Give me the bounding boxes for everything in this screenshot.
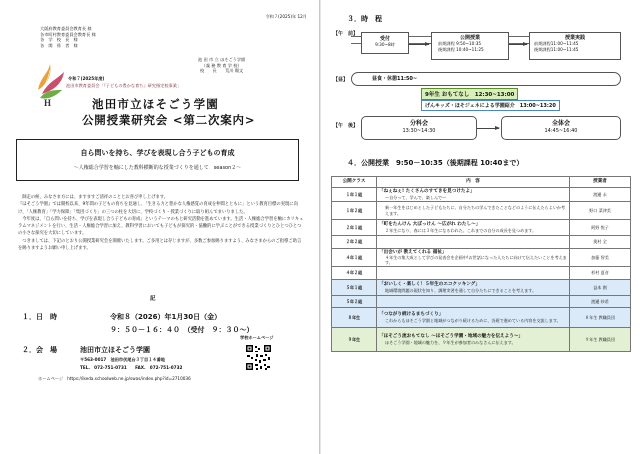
- theme-box: [16, 139, 299, 181]
- reception-box: [361, 32, 409, 54]
- issue-date: 令和７(2025)年 12月: [265, 14, 307, 19]
- lunch-box: [351, 72, 621, 86]
- zentai-time: 14:45~16:40: [544, 127, 578, 134]
- table-row: [332, 267, 631, 280]
- body-paragraph: 『ほそごう学園』では開校以来、9年間の子どもの育ちを見通し、「生きる力と豊かな人権感覚の育成を仲間とともに」という教育目標の実現に向け、「人権教育」「学力保障」「集団づくり」の三つの柱を大切に、学校づくり・授業づくりに取り組んでまいりました。: [18, 202, 298, 215]
- class-name-cell: ５年１組: [332, 280, 377, 296]
- lesson-title: 「ねぇねぇ! たくさんのすてきを見つけたよ」: [379, 189, 475, 195]
- reception-time: 9:30~8時: [375, 42, 395, 48]
- lesson-title: 「町をたんけん 大ぼっけん ～広がれ わたし～」: [379, 222, 481, 228]
- datetime-label: １．日 時: [22, 313, 57, 321]
- lesson-description: ほそごう学園・地域の魅力を、９年生が参加者のみなさんに伝えます。: [385, 339, 516, 345]
- recipient: 各 関 係 者 様: [40, 42, 78, 48]
- page-title: 池田市立ほそごう学園: [92, 97, 219, 111]
- lesson-title: 「つながり続けるまちづくり」: [379, 312, 444, 318]
- reception-title: 受付: [379, 36, 390, 42]
- recipient: 各 学 校 長 様: [40, 37, 78, 43]
- teacher-cell: 杉村 夏音: [570, 267, 631, 280]
- qr-label: 学校ホームページ: [240, 335, 274, 340]
- class-name-cell: ２年１組: [332, 220, 377, 236]
- class-name-cell: ４年１組: [332, 249, 377, 267]
- table-row: [332, 188, 631, 202]
- zentai-box: [501, 116, 621, 140]
- recipient-list: [40, 26, 96, 48]
- ki-heading: 記: [150, 296, 156, 302]
- body-text: [18, 194, 304, 252]
- sender-principal: 校 長 荒川 陽文: [199, 68, 244, 74]
- table-header: 公開クラス: [332, 177, 377, 188]
- table-row: [332, 236, 631, 249]
- practice-line: 後期課程11:00~11:45: [534, 47, 579, 52]
- tagline: 池田市教育委員会「『子どもの豊かな育ち』研究指定校事業」: [66, 83, 182, 88]
- theme-sub: ～人権総合学習を軸にした教科横断的な授業づくりを通して season２～: [73, 165, 242, 171]
- table-row: [332, 280, 631, 296]
- practice-title: 授業実践: [564, 35, 585, 41]
- practice-line: 前期課程11:00~11:45: [534, 41, 579, 47]
- bunka-time: 13:30~14:30: [402, 127, 436, 134]
- theme-main: 自ら問いを持ち、学びを表現し合う子どもの育成: [80, 149, 235, 157]
- sender-school: 池 田 市 立 ほそごう学園: [198, 57, 246, 62]
- content-cell: [377, 236, 570, 249]
- lesson-description: ２年生になり、春には３年生になるわれた。これまでの自分の成長を見つめます。: [385, 227, 537, 233]
- bunka-title: 分科会: [409, 120, 428, 127]
- venue-label: ２．会 場: [22, 346, 57, 354]
- content-cell: [377, 296, 570, 308]
- class-name-cell: ８年生: [332, 308, 377, 328]
- kids-introduction: げんキッズ・ほそジェネによる学園紹介 13:00~13:20: [421, 100, 560, 111]
- lesson-description: ４年生の集大成として学びの発表会を企画中!お世話になった人たちに向けて伝えたいことを考えます。: [385, 254, 567, 266]
- afternoon-label: 【午 後】: [333, 123, 359, 129]
- table-header: 授業者: [570, 177, 631, 188]
- teacher-cell: 加藤 智美: [570, 249, 631, 267]
- class-name-cell: ２年２組: [332, 236, 377, 249]
- lesson-title: 「出会いが 教えてくれる 福祉」: [379, 249, 447, 255]
- table-row: [332, 202, 631, 220]
- recipient: 各市町村教育委員会教育長 様: [40, 31, 96, 37]
- open-class-table: [331, 176, 631, 352]
- table-row: [332, 249, 631, 267]
- practice-box: [529, 32, 621, 60]
- arrow: [509, 44, 527, 45]
- lesson-title: 「ほそごう流おもてなし ～ほそごう学園・地域の魅力を伝えよう～」: [379, 334, 524, 340]
- venue-name: 池田市立ほそごう学園: [80, 346, 150, 354]
- event-title: 公開授業研究会 <第二次案内>: [82, 113, 256, 127]
- content-cell: [377, 220, 570, 236]
- table-row: [332, 308, 631, 328]
- lesson-description: これからもほそごう学園と地域がつながり続けるために、各班で進めている内容を交流します。: [385, 317, 561, 323]
- table-row: [332, 220, 631, 236]
- open-class-title: 公開授業: [459, 35, 480, 41]
- lesson-title: 「おいしく・楽しく！５年生のエコクッキング」: [379, 282, 480, 288]
- table-header: 内 容: [377, 177, 570, 188]
- content-cell: [377, 308, 570, 328]
- body-paragraph: 今年度は、「自ら問いを持ち、学びを表現し合う子どもの育成」というテーマのもと研究活動を進めています。生活・人権総合学習を軸にカリキュラムマネジメントを行い、生活・人権総合学習に加え、教科学習においても子どもが探究的・協働的に学ぶことができる授業づくりとひとつひとつの小さな探究を大切にしています。: [18, 216, 304, 237]
- morning-label: 【午 前】: [333, 31, 359, 37]
- open-class-line: 前期課程 9:50~10:35: [438, 41, 482, 47]
- lunch-text: 昼食・休憩11:50~: [372, 76, 418, 82]
- bunka-box: [361, 116, 477, 140]
- open-class-heading: ４．公開授業 9:50－10:35（後期課程 10:40まで）: [347, 159, 524, 167]
- ninth-grade-hospitality: 9年生 おもてなし 12:30~13:00: [421, 88, 518, 100]
- event-time: ９：５０－１６：４０ （受付 ９：３０～）: [110, 326, 254, 334]
- schedule-heading: ３．時 程: [347, 15, 382, 23]
- teacher-cell: 野口 菜津美: [570, 202, 631, 220]
- class-name-cell: ９年生: [332, 328, 377, 352]
- class-name-cell: ４年２組: [332, 267, 377, 280]
- arrow: [409, 44, 429, 45]
- event-date: 令和８（2026）年1月30日（金）: [110, 313, 222, 321]
- teacher-cell: 渡邊 紗希: [570, 296, 631, 308]
- noon-label: 【昼】: [333, 77, 349, 83]
- logo-year: 令和７(2025年度): [68, 76, 105, 81]
- table-row: [332, 296, 631, 308]
- sender-type: （義 務 教 育 学 校）: [201, 62, 242, 68]
- qr-code-icon[interactable]: [245, 344, 272, 371]
- body-paragraph: つきましては、下記のとおり公開授業研究会を開催いたします。ご多用とは存じますが、多数ご参加賜りますよう、みなさまからのご指導ご助言を賜りますようお願い申し上げます。: [18, 238, 302, 252]
- lesson-description: ～自分って、学んで、楽しんで～: [385, 194, 447, 200]
- zentai-title: 全体会: [551, 120, 570, 127]
- content-cell: [377, 280, 570, 296]
- table-row: [332, 328, 631, 352]
- content-cell: [377, 328, 570, 352]
- lesson-description: 新一年生をはじめとした子どもたちに、自分たちの学んできたことなどのように伝えたらよいか考えます。: [385, 205, 566, 216]
- class-name-cell: １年２組: [332, 202, 377, 220]
- teacher-cell: ９年生 教職員団: [570, 328, 631, 352]
- open-class-box: [431, 32, 509, 60]
- school-leaf-logo-icon: [34, 60, 68, 106]
- right-page: [321, 0, 640, 454]
- class-name-cell: １年１組: [332, 188, 377, 202]
- body-paragraph: 師走の候、みなさま方には、ますますご清祥のこととお喜び申し上げます。: [18, 195, 169, 200]
- teacher-cell: 益本 創: [570, 280, 631, 296]
- arrow: [477, 128, 499, 129]
- recipient: 大阪府教育委員会教育長 様: [40, 26, 92, 31]
- content-cell: [377, 249, 570, 267]
- homepage-link[interactable]: ホームページ https://ikeda.schoolweb.ne.jp/swas/index.php?id=2710036: [38, 376, 191, 381]
- sender-block: [198, 57, 245, 74]
- venue-tel: TEL. 072-751-0731 FAX. 072-751-0732: [80, 365, 183, 370]
- teacher-cell: 阿野 悦子: [570, 220, 631, 236]
- teacher-cell: 奥村 全: [570, 236, 631, 249]
- class-name-cell: ５年２組: [332, 296, 377, 308]
- venue-address: 〒563-0017 池田市伏尾台３丁目１４番地: [80, 357, 165, 362]
- content-cell: [377, 202, 570, 220]
- teacher-cell: 渡邊 永: [570, 188, 631, 202]
- teacher-cell: ８年生 教職員団: [570, 308, 631, 328]
- lesson-description: 地域環境問題の現状を知り、調理実習を通して自分たちにできることを考えます。: [385, 287, 537, 293]
- svg-text:H: H: [44, 98, 52, 106]
- content-cell: [377, 188, 570, 202]
- content-cell: [377, 267, 570, 280]
- open-class-line: 後期課程 10:40~11:25: [438, 47, 484, 52]
